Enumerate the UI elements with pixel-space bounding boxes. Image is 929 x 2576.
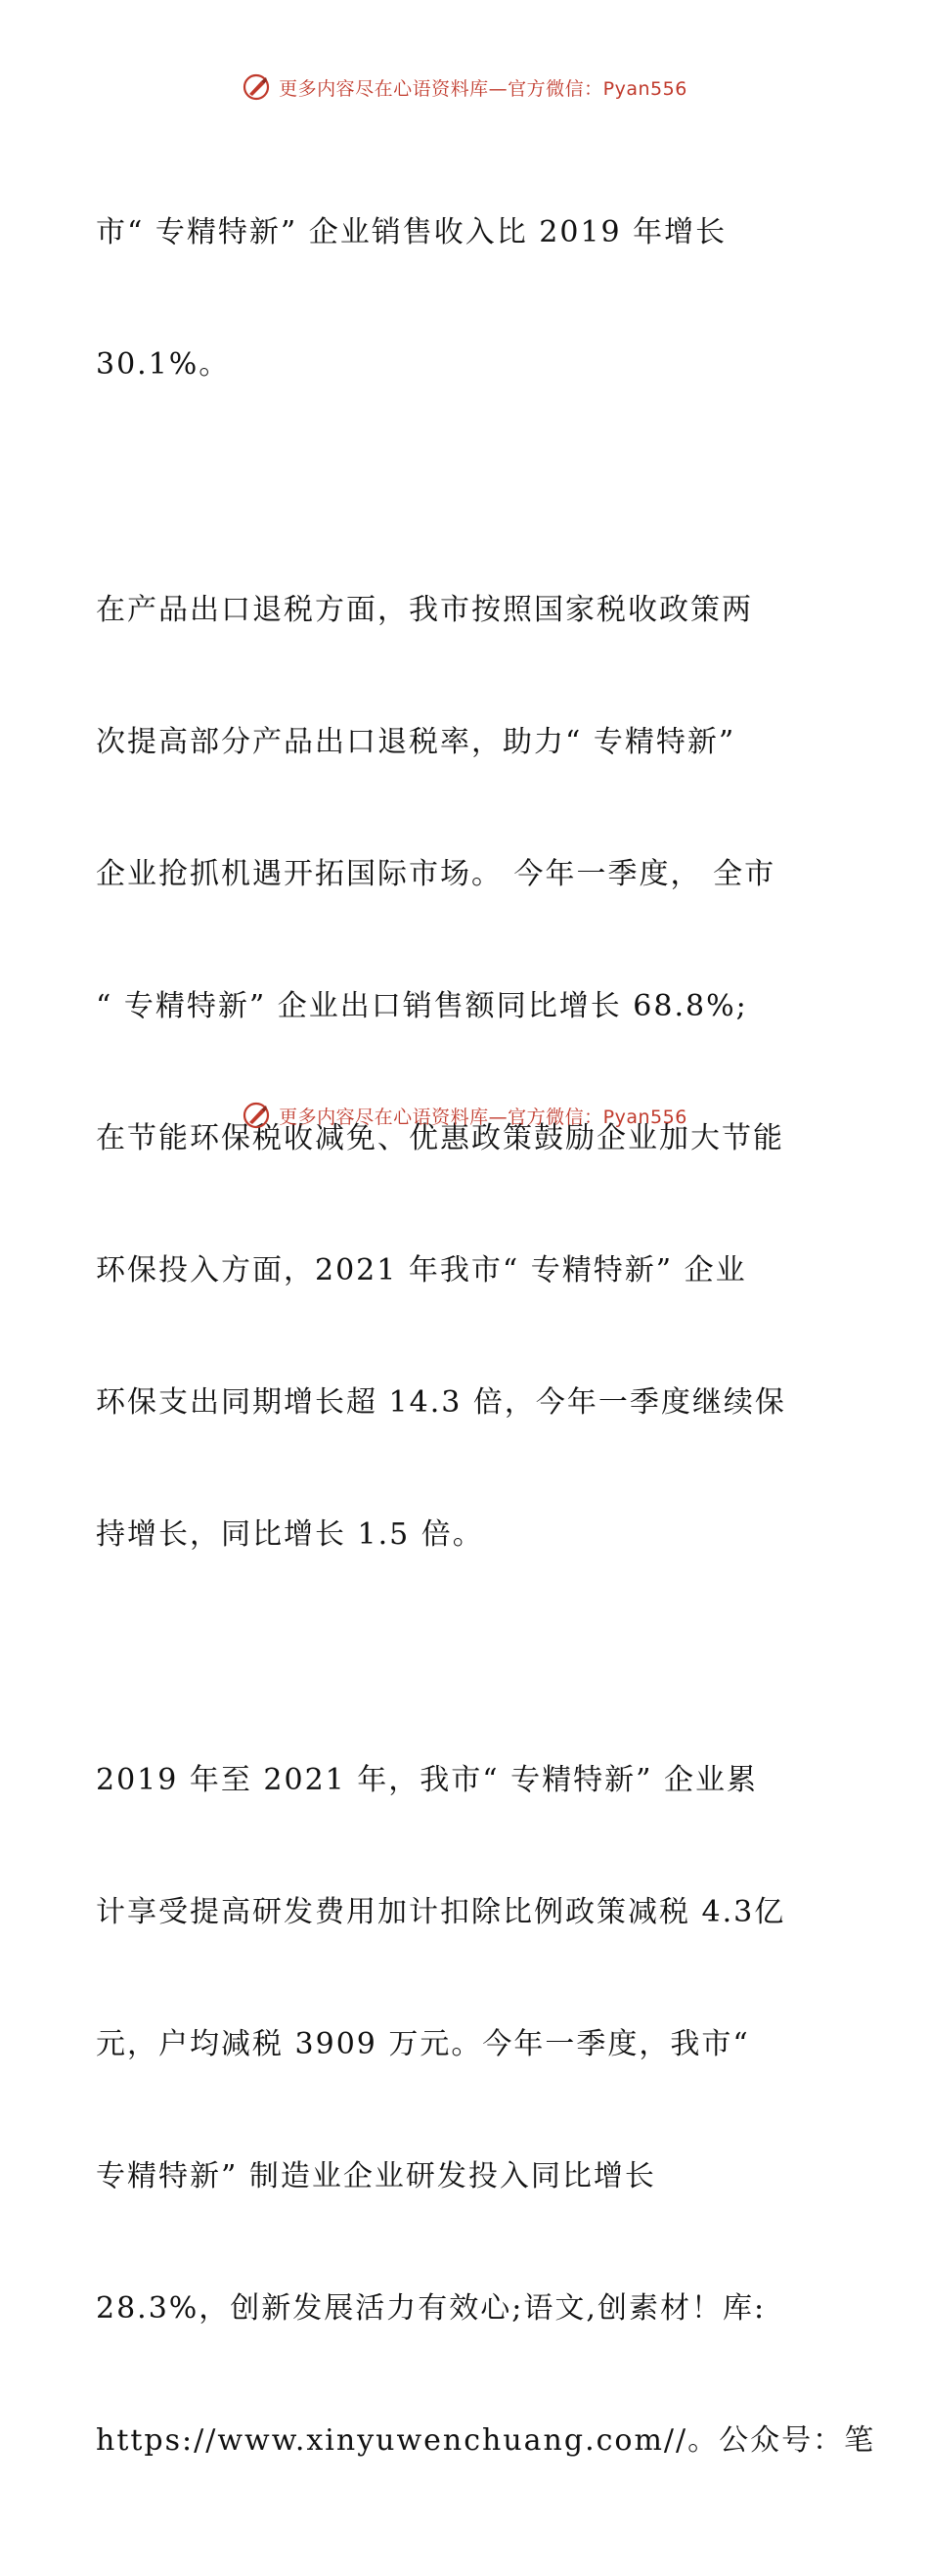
quill-logo-icon [242, 72, 271, 102]
text-line: 30.1%。 [96, 347, 231, 382]
paragraph-1 [96, 122, 849, 475]
paragraph-2 [96, 500, 849, 1645]
text-line: 计享受提高研发费用加计扣除比例政策减税 4.3亿 [96, 1895, 786, 1929]
text-line: https://www.xinyuwenchuang.com//。公众号：笔 [96, 2423, 876, 2458]
footer-watermark [0, 1101, 929, 1130]
text-line: 28.3%，创新发展活力有效心;语文,创素材！库: [96, 2291, 767, 2326]
text-line: “ 专精特新” 企业出口销售额同比增长 68.8%; [96, 989, 748, 1023]
text-line: 在节能环保税收减免、优惠政策鼓励企业加大节能 [96, 1121, 784, 1155]
text-line: 2019 年至 2021 年，我市“ 专精特新” 企业累 [96, 1763, 759, 1797]
watermark-text: 更多内容尽在心语资料库—官方微信：Pyan556 [279, 1106, 687, 1128]
text-line: 在产品出口退税方面，我市按照国家税收政策两 [96, 593, 753, 627]
paragraph-3 [96, 1670, 876, 2551]
text-line: 环保支出同期增长超 14.3 倍，今年一季度继续保 [96, 1385, 786, 1420]
text-line: 企业抢抓机遇开拓国际市场。 今年一季度， 全市 [96, 857, 776, 891]
text-line: 环保投入方面，2021 年我市“ 专精特新” 企业 [96, 1253, 747, 1288]
text-line: 持增长，同比增长 1.5 倍。 [96, 1517, 484, 1552]
quill-logo-icon [242, 1101, 271, 1130]
text-line: 专精特新” 制造业企业研发投入同比增长 [96, 2159, 656, 2193]
document-body [96, 122, 876, 2576]
text-line: 市“ 专精特新” 企业销售收入比 2019 年增长 [96, 215, 728, 249]
text-line: 次提高部分产品出口退税率，助力“ 专精特新” [96, 725, 736, 759]
header-watermark [0, 72, 929, 102]
text-line: 元，户均减税 3909 万元。今年一季度，我市“ [96, 2027, 750, 2061]
watermark-text: 更多内容尽在心语资料库—官方微信：Pyan556 [279, 77, 687, 100]
